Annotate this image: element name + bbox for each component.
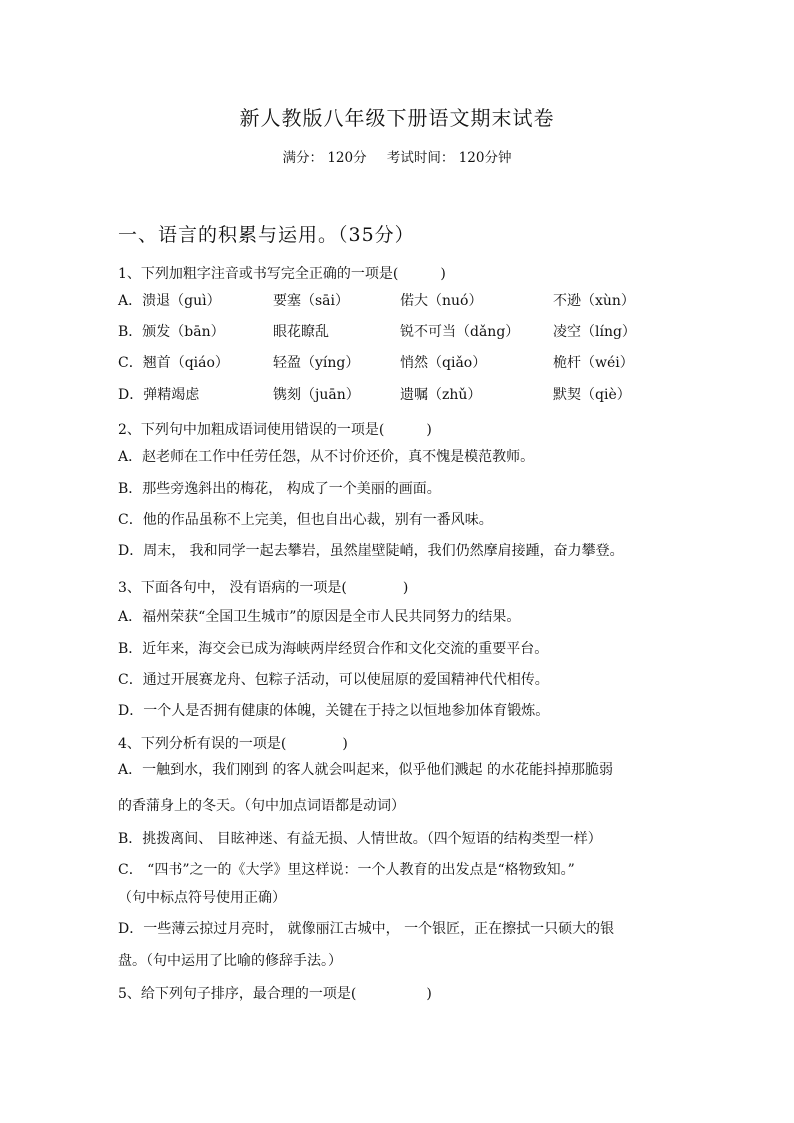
q1-cell: 要塞（sāi） [273, 293, 350, 309]
q1-cell: 遗嘱（zhǔ） [400, 387, 482, 403]
q1-cell: A．溃退（guì） [118, 293, 221, 309]
q1-cell: 凌空（líng） [553, 324, 636, 340]
q2-option-b: B．那些旁逸斜出的梅花， 构成了一个美丽的画面。 [118, 481, 441, 497]
question-4-stem: 4、下列分析有误的一项是( ) [118, 736, 348, 752]
question-1-stem: 1、下列加粗字注音或书写完全正确的一项是( ) [118, 266, 446, 282]
section-title: 一、语言的积累与运用。（35分） [118, 224, 415, 246]
q4-option-a-line2: 的香蒲身上的冬天。（句中加点词语都是动词） [118, 798, 405, 814]
q1-cell: 悄然（qiǎo） [400, 355, 487, 371]
q4-option-c-line2: （句中标点符号使用正确） [118, 890, 286, 906]
q3-option-c: C．通过开展赛龙舟、包粽子活动，可以使屈原的爱国精神代代相传。 [118, 672, 549, 688]
question-2-stem: 2、下列句中加粗成语词使用错误的一项是( ) [118, 422, 432, 438]
q1-cell: 镌刻（juān） [273, 387, 360, 403]
q3-option-d: D．一个人是否拥有健康的体魄，关键在于持之以恒地参加体育锻炼。 [118, 703, 550, 719]
q1-cell: 不逊（xùn） [553, 293, 635, 309]
q1-cell: 偌大（nuó） [400, 293, 483, 309]
q4-option-d-line2: 盘。（句中运用了比喻的修辞手法。） [118, 953, 342, 969]
q1-cell: 桅杆（wéi） [553, 355, 634, 371]
q1-cell: B．颁发（bān） [118, 324, 225, 340]
q1-cell: C．翘首（qiáo） [118, 355, 229, 371]
q4-option-a-line1: A．一触到水，我们刚到 的客人就会叫起来，似乎他们溅起 的水花能抖掉那脆弱 [118, 762, 614, 778]
page-title: 新人教版八年级下册语文期末试卷 [239, 106, 555, 130]
q2-option-d: D．周末， 我和同学一起去攀岩，虽然崖壁陡峭，我们仍然摩肩接踵，奋力攀登。 [118, 543, 624, 559]
exam-meta [0, 146, 794, 166]
q2-option-a: A．赵老师在工作中任劳任怨，从不讨价还价，真不愧是模范教师。 [118, 449, 535, 465]
q4-option-d-line1: D．一些薄云掠过月亮时， 就像丽江古城中， 一个银匠，正在擦拭一只硕大的银 [118, 921, 615, 937]
q1-cell: 锐不可当（dǎng） [400, 324, 520, 340]
question-5-stem: 5、给下列句子排序，最合理的一项是( ) [118, 986, 432, 1002]
q1-cell: 轻盈（yíng） [273, 355, 360, 371]
q4-option-c-line1: C． “四书”之一的《大学》里这样说：一个人教育的出发点是“格物致知。” [118, 862, 575, 878]
q2-option-c: C．他的作品虽称不上完美，但也自出心裁，别有一番风味。 [118, 512, 493, 528]
q1-cell: 默契（qiè） [553, 387, 631, 403]
q3-option-a: A．福州荣获“全国卫生城市”的原因是全市人民共同努力的结果。 [118, 609, 521, 625]
q4-option-b: B．挑拨离间、 目眩神迷、有益无损、人情世故。（四个短语的结构类型一样） [118, 831, 602, 847]
full-score: 满分： 120分 [282, 150, 367, 166]
q1-cell: 眼花瞭乱 [273, 324, 329, 340]
question-3-stem: 3、下面各句中， 没有语病的一项是( ) [118, 580, 409, 596]
q1-cell: D．弹精竭虑 [118, 387, 200, 403]
q3-option-b: B．近年来，海交会已成为海峡两岸经贸合作和文化交流的重要平台。 [118, 641, 549, 657]
exam-time: 考试时间： 120分钟 [386, 150, 512, 166]
